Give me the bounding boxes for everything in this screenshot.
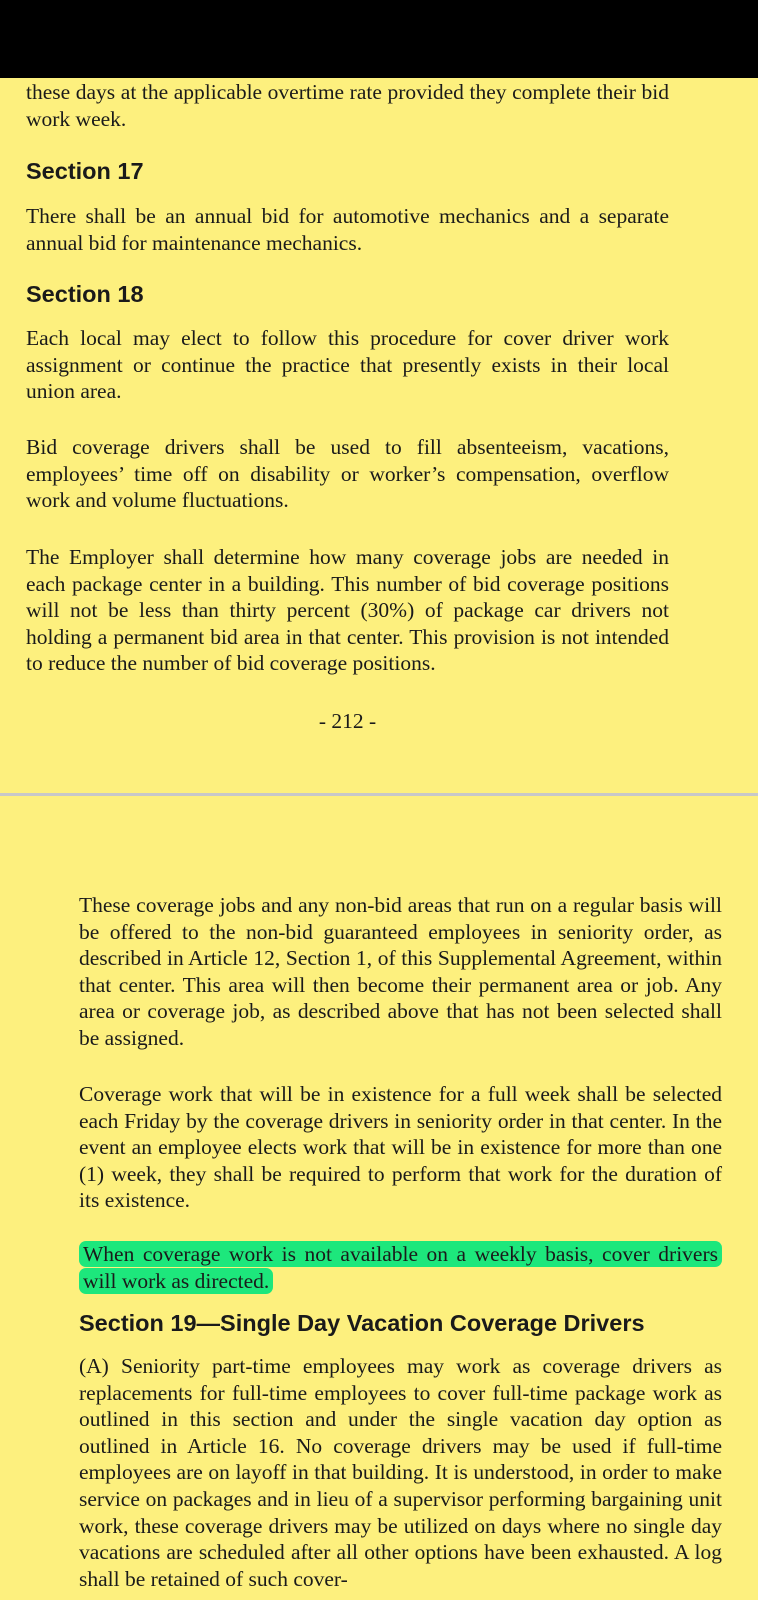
page-number: - 212 -: [318, 709, 377, 733]
coverage-jobs-paragraph: These coverage jobs and any non-bid areas that run on a regular basis will be offered to the non-bid guaranteed employees in seniority order, as described in Article 12, Section 1, of this Supplemental Agreement, within that center. This area will then become their permanent area or job. Any area or coverage job, as described above that has not been selected shall be assigned.: [79, 893, 722, 1050]
section-19-paragraph-a: (A) Seniority part-time employees may work as coverage drivers as replacements for full-time employees to cover full-time package work as outlined in this section and under the single vacation day option as outlined in Article 16. No coverage drivers may be used if full-time employees are on layoff in that building. It is understood, in order to make service on packages and in lieu of a supervisor performing bargaining unit work, these coverage drivers may be utilized on days where no single day vacations are scheduled after all other options have been exhausted. A log shall be retained of such cover-: [79, 1354, 722, 1591]
page-213: [0, 796, 758, 1600]
section-18-paragraph-2: Bid coverage drivers shall be used to fill absenteeism, vacations, employees’ time off on disability or worker’s compensation, overflow work and volume fluctuations.: [26, 435, 669, 513]
page-divider: [0, 793, 758, 796]
section-18-paragraph-1: Each local may elect to follow this procedure for cover driver work assignment or continue the practice that presently exists in their local union area.: [26, 326, 669, 404]
section-18-paragraph-3: The Employer shall determine how many coverage jobs are needed in each package center in a building. This number of bid coverage positions will not be less than thirty percent (30%) of package car drivers not holding a permanent bid area in that center. This provision is not intended to reduce the number of bid coverage positions.: [26, 545, 669, 676]
section-19-heading: Section 19—Single Day Vacation Coverage Drivers: [79, 1310, 645, 1336]
highlighted-paragraph: [79, 1241, 722, 1294]
top-bar: [0, 0, 758, 78]
page-212: [0, 0, 758, 794]
intro-paragraph: these days at the applicable overtime rate provided they complete their bid work week.: [26, 80, 669, 131]
section-18-heading: Section 18: [26, 281, 144, 307]
section-17-heading: Section 17: [26, 158, 144, 184]
text-highlight[interactable]: When coverage work is not available on a weekly basis, cover drivers will work as directed.: [79, 1241, 722, 1294]
coverage-work-paragraph: Coverage work that will be in existence for a full week shall be selected each Friday by the coverage drivers in seniority order in that center. In the event an employee elects work that will be in existence for more than one (1) week, they shall be required to perform that work for the duration of its existence.: [79, 1082, 722, 1213]
section-17-text: There shall be an annual bid for automotive mechanics and a separate annual bid for maintenance mechanics.: [26, 204, 669, 255]
